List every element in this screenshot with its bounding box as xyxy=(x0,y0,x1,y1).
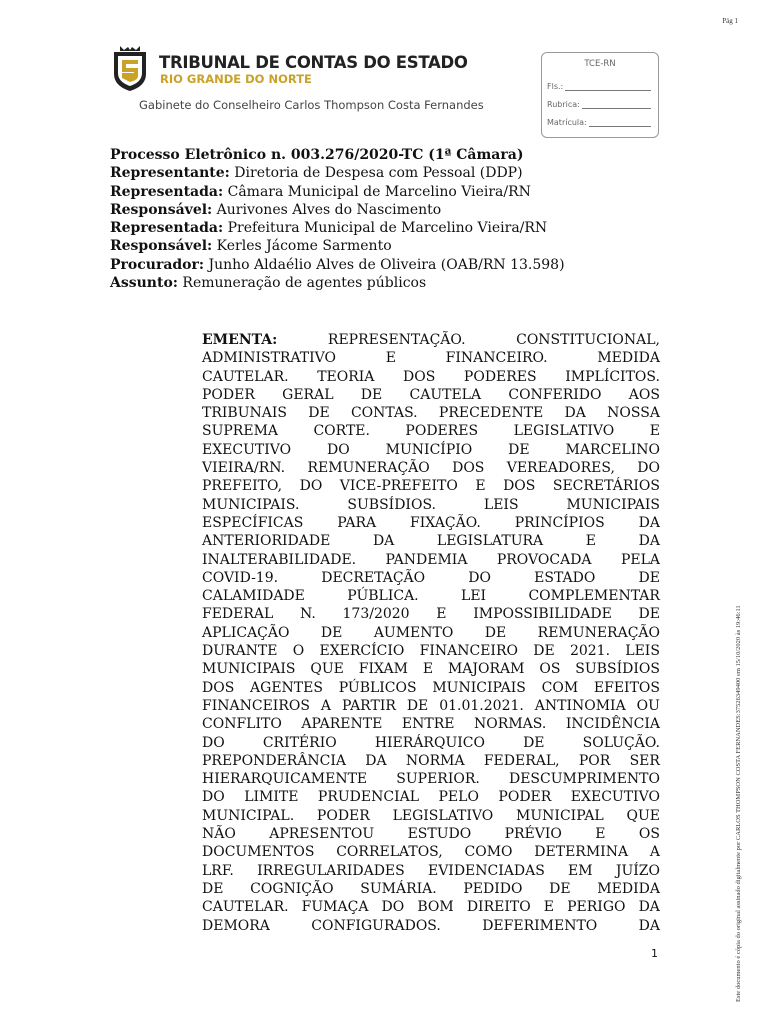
ementa-line: MUNICIPAIS. SUBSÍDIOS. LEIS MUNICIPAIS xyxy=(202,496,660,513)
ementa-line: MUNICIPAIS QUE FIXAM E MAJORAM OS SUBSÍDIOS xyxy=(202,661,660,678)
ementa-line: ESPECÍFICAS PARA FIXAÇÃO. PRINCÍPIOS DA xyxy=(202,514,660,531)
tce-rn-logo xyxy=(112,46,148,92)
digital-signature-note: Este documento é cópia do original assinado digitalmente por CARLOS THOMPSON COSTA FERNANDES:37526349400 em 15/10/2020 às 19:46:11 xyxy=(735,605,742,1002)
case-row: Representada: Prefeitura Municipal de Marcelino Vieira/RN xyxy=(110,220,548,237)
stamp-field-fls: Fls.: xyxy=(547,81,651,91)
ementa-line: DURANTE O EXERCÍCIO FINANCEIRO DE 2021. LEIS xyxy=(202,643,660,660)
page-label: Pág 1 xyxy=(722,17,738,25)
ementa-line: NÃO APRESENTOU ESTUDO PRÉVIO E OS xyxy=(202,826,660,843)
ementa-line: HIERARQUICAMENTE SUPERIOR. DESCUMPRIMENTO xyxy=(202,771,660,788)
stamp-title: TCE-RN xyxy=(584,59,616,69)
ementa-line: DOS AGENTES PÚBLICOS MUNICIPAIS COM EFEITOS xyxy=(202,679,660,696)
ementa-line: ANTERIORIDADE DA LEGISLATURA E DA xyxy=(202,533,660,550)
ementa-line: PREFEITO, DO VICE-PREFEITO E DOS SECRETÁRIOS xyxy=(202,478,660,495)
ementa-line: COVID-19. DECRETAÇÃO DO ESTADO DE xyxy=(202,569,660,586)
ementa-label: EMENTA: xyxy=(202,332,278,348)
ementa-line: ADMINISTRATIVO E FINANCEIRO. MEDIDA xyxy=(202,350,660,367)
ementa-line: FEDERAL N. 173/2020 E IMPOSSIBILIDADE DE xyxy=(202,606,660,623)
page-number: 1 xyxy=(651,947,658,960)
ementa-line: TRIBUNAIS DE CONTAS. PRECEDENTE DA NOSSA xyxy=(202,405,660,422)
ementa-line: CALAMIDADE PÚBLICA. LEI COMPLEMENTAR xyxy=(202,588,660,605)
ementa-line: DO LIMITE PRUDENCIAL PELO PODER EXECUTIVO xyxy=(202,789,660,806)
ementa-line: CONFLITO APARENTE ENTRE NORMAS. INCIDÊNCIA xyxy=(202,716,660,733)
gabinete-line: Gabinete do Conselheiro Carlos Thompson Costa Fernandes xyxy=(139,98,484,112)
ementa-line: EXECUTIVO DO MUNICÍPIO DE MARCELINO xyxy=(202,441,660,458)
case-row: Assunto: Remuneração de agentes públicos xyxy=(110,275,427,292)
ementa-line: APLICAÇÃO DE AUMENTO DE REMUNERAÇÃO xyxy=(202,624,660,641)
process-title: Processo Eletrônico n. 003.276/2020-TC (1ª Câmara) xyxy=(110,147,524,163)
ementa-line: LRF. IRREGULARIDADES EVIDENCIADAS EM JUÍZO xyxy=(202,862,660,879)
ementa-line: INALTERABILIDADE. PANDEMIA PROVOCADA PELA xyxy=(202,551,660,568)
case-header xyxy=(110,146,670,292)
ementa-line: DOCUMENTOS CORRELATOS, COMO DETERMINA A xyxy=(202,844,660,861)
ementa-line: PODER GERAL DE CAUTELA CONFERIDO AOS xyxy=(202,386,660,403)
ementa-line: SUPREMA CORTE. PODERES LEGISLATIVO E xyxy=(202,423,660,440)
ementa-line: DEMORA CONFIGURADOS. DEFERIMENTO DA xyxy=(202,917,660,934)
ementa-line: MUNICIPAL. PODER LEGISLATIVO MUNICIPAL QUE xyxy=(202,807,660,824)
stamp-field-rubrica: Rubrica: xyxy=(547,99,651,109)
ementa-block xyxy=(202,331,660,935)
org-name: TRIBUNAL DE CONTAS DO ESTADO xyxy=(159,53,468,72)
ementa-line: DE COGNIÇÃO SUMÁRIA. PEDIDO DE MEDIDA xyxy=(202,880,660,897)
case-row: Procurador: Junho Aldaélio Alves de Oliveira (OAB/RN 13.598) xyxy=(110,256,565,273)
case-row: Responsável: Kerles Jácome Sarmento xyxy=(110,238,392,255)
ementa-line: EMENTA: REPRESENTAÇÃO. CONSTITUCIONAL, xyxy=(202,332,660,348)
case-row: Responsável: Aurivones Alves do Nascimento xyxy=(110,201,442,218)
ementa-line: PREPONDERÂNCIA DA NORMA FEDERAL, POR SER xyxy=(202,752,660,769)
ementa-line: CAUTELAR. TEORIA DOS PODERES IMPLÍCITOS. xyxy=(202,368,660,385)
ementa-line: FINANCEIROS A PARTIR DE 01.01.2021. ANTINOMIA OU xyxy=(202,697,660,714)
stamp-field-matricula: Matrícula: xyxy=(547,117,651,127)
case-row: Representada: Câmara Municipal de Marcelino Vieira/RN xyxy=(110,183,531,200)
case-row: Representante: Diretoria de Despesa com Pessoal (DDP) xyxy=(110,165,523,182)
ementa-line: CAUTELAR. FUMAÇA DO BOM DIREITO E PERIGO DA xyxy=(202,899,660,916)
protocol-stamp xyxy=(541,52,659,138)
ementa-line: VIEIRA/RN. REMUNERAÇÃO DOS VEREADORES, DO xyxy=(202,460,660,477)
org-state: RIO GRANDE DO NORTE xyxy=(160,72,312,86)
ementa-line: DO CRITÉRIO HIERÁRQUICO DE SOLUÇÃO. xyxy=(202,734,660,751)
